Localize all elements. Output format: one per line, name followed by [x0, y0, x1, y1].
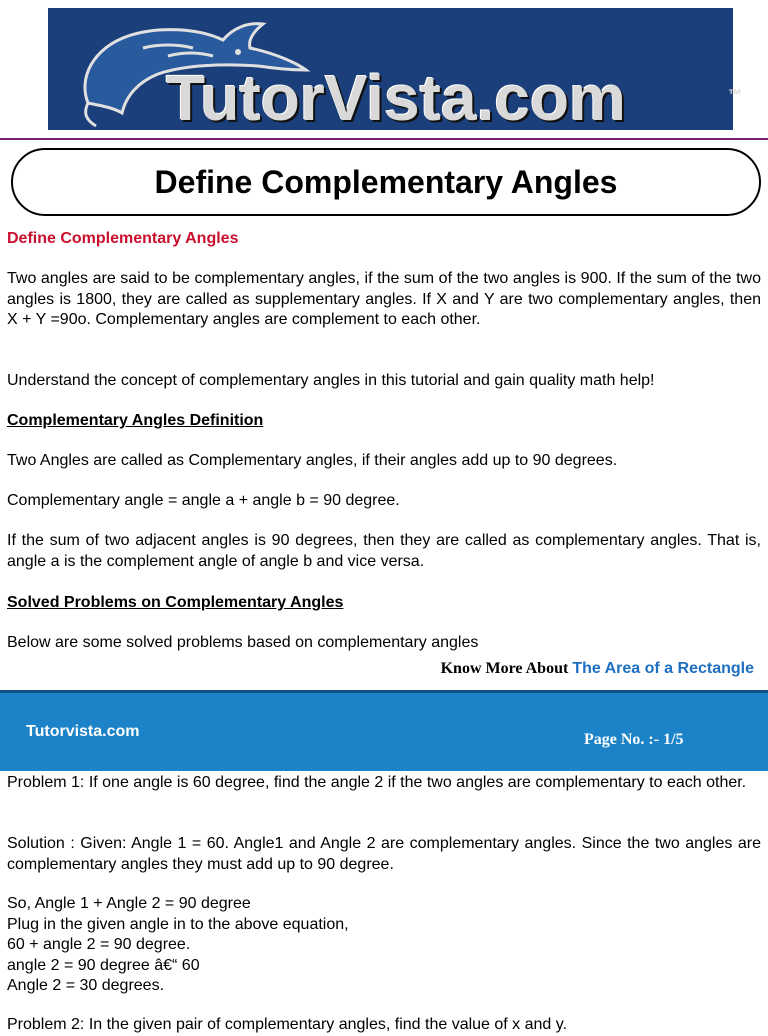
definition-paragraph-1: Two Angles are called as Complementary angles, if their angles add up to 90 degrees.	[7, 452, 618, 469]
intro-paragraph: Two angles are said to be complementary angles, if the sum of the two angles is 900. If the sum of the two angles is 1800, they are called as supplementary angles. If X and Y are two complementary angles, then X + Y =90o. Complementary angles are complement to each other.	[7, 270, 761, 328]
definition-heading-row	[7, 411, 761, 432]
divider	[0, 138, 768, 140]
definition-paragraph-2: Complementary angle = angle a + angle b = 90 degree.	[7, 492, 400, 509]
know-more	[441, 660, 754, 678]
page-number: Page No. :- 1/5	[584, 731, 684, 748]
problem-1-solution: Solution : Given: Angle 1 = 60. Angle1 and Angle 2 are complementary angles. Since the two angles are complementary angles they must add up to 90 degree.	[7, 835, 761, 873]
solved-heading-row	[7, 593, 761, 614]
page-footer-band	[0, 690, 768, 771]
step-line: Angle 2 = 30 degrees.	[7, 977, 165, 994]
definition-heading: Complementary Angles Definition	[7, 412, 264, 429]
know-more-prefix: Know More About	[440, 660, 573, 677]
logo-text: TutorVista.com	[166, 62, 626, 134]
solved-heading: Solved Problems on Complementary Angles	[7, 594, 344, 611]
problem-1-steps	[7, 894, 761, 997]
problem-1-question: Problem 1: If one angle is 60 degree, find the angle 2 if the two angles are complementary to each other.	[7, 774, 747, 791]
logo-trademark: ™	[728, 86, 742, 102]
definition-paragraph-3: If the sum of two adjacent angles is 90 degrees, then they are called as complementary angles. That is, angle a is the complement angle of angle b and vice versa.	[7, 532, 761, 570]
footer-site: Tutorvista.com	[26, 723, 140, 740]
problem-2-question: Problem 2: In the given pair of complementary angles, find the value of x and y.	[7, 1016, 568, 1033]
step-line: Plug in the given angle in to the above equation,	[7, 915, 349, 933]
step-line: So, Angle 1 + Angle 2 = 90 degree	[7, 895, 251, 912]
step-line: angle 2 = 90 degree â€“ 60	[7, 956, 200, 974]
step-line: 60 + angle 2 = 90 degree.	[7, 936, 191, 953]
area-of-rectangle-link[interactable]: The Area of a Rectangle	[572, 660, 754, 677]
page-title: Define Complementary Angles	[154, 163, 618, 200]
solved-intro: Below are some solved problems based on complementary angles	[7, 634, 479, 651]
section-heading-define	[7, 229, 761, 250]
page-title-box	[11, 148, 761, 216]
define-heading: Define Complementary Angles	[7, 230, 239, 247]
concept-paragraph: Understand the concept of complementary angles in this tutorial and gain quality math help!	[7, 372, 655, 389]
tutorvista-banner	[48, 8, 742, 134]
